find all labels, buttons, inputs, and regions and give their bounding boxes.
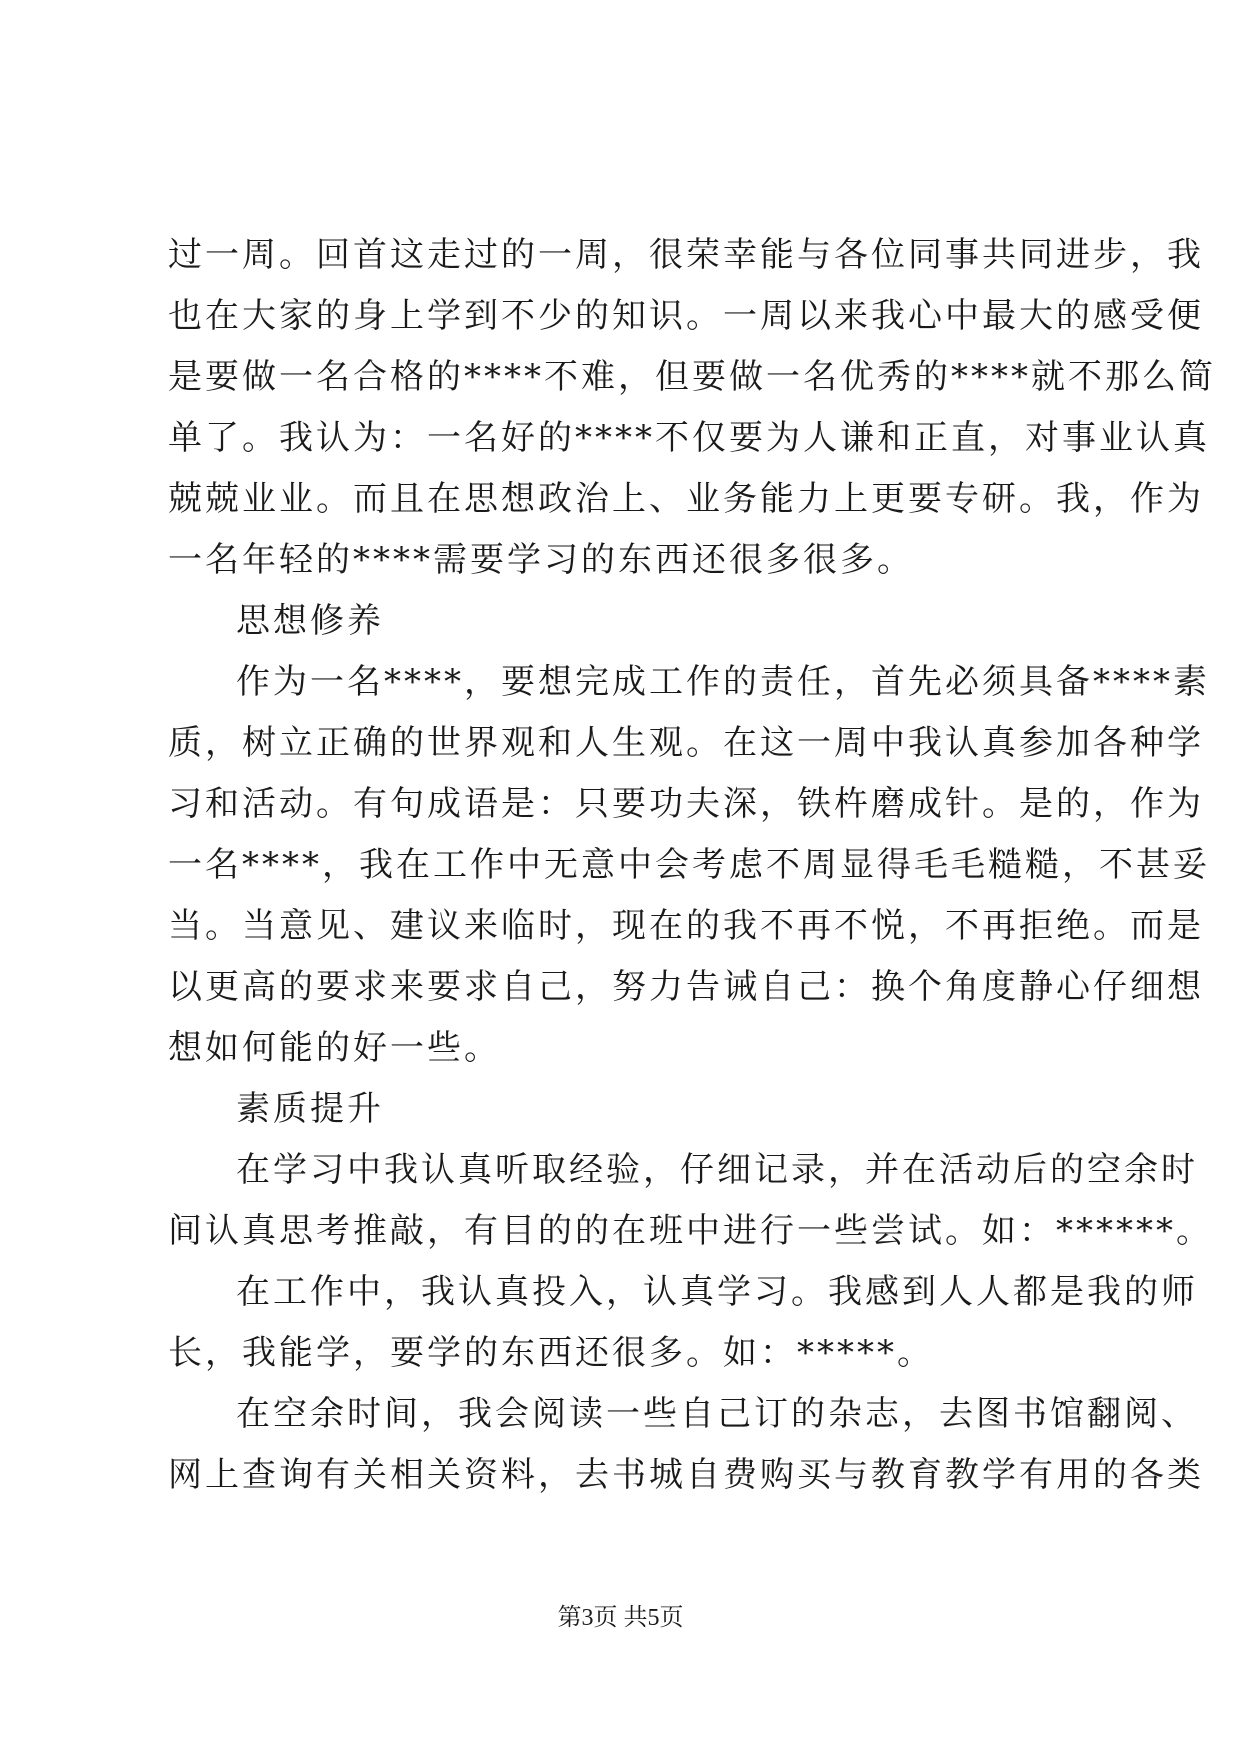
text-line: 以更高的要求来要求自己，努力告诫自己：换个角度静心仔细想 [168, 967, 1204, 1007]
text-line: 间认真思考推敲，有目的的在班中进行一些尝试。如：******。 [168, 1211, 1213, 1251]
text-line: 质，树立正确的世界观和人生观。在这一周中我认真参加各种学 [168, 723, 1204, 763]
text-line: 习和活动。有句成语是：只要功夫深，铁杵磨成针。是的，作为 [168, 784, 1204, 824]
section-heading: 素质提升 [236, 1089, 384, 1129]
text-line: 一名****，我在工作中无意中会考虑不周显得毛毛糙糙，不甚妥 [168, 845, 1210, 885]
text-line: 长，我能学，要学的东西还很多。如：*****。 [168, 1333, 934, 1373]
text-line: 想如何能的好一些。 [168, 1028, 501, 1068]
text-line: 单了。我认为：一名好的****不仅要为人谦和正直，对事业认真 [168, 418, 1210, 458]
document-body [168, 225, 1216, 1506]
text-line: 网上查询有关相关资料，去书城自费购买与教育教学有用的各类 [168, 1455, 1204, 1495]
text-line: 在工作中，我认真投入，认真学习。我感到人人都是我的师 [236, 1272, 1198, 1312]
text-line: 过一周。回首这走过的一周，很荣幸能与各位同事共同进步，我 [168, 235, 1204, 275]
text-line: 在学习中我认真听取经验，仔细记录，并在活动后的空余时 [236, 1150, 1198, 1190]
text-line: 在空余时间，我会阅读一些自己订的杂志，去图书馆翻阅、 [236, 1394, 1198, 1434]
section-heading: 思想修养 [236, 601, 384, 641]
text-line: 一名年轻的****需要学习的东西还很多很多。 [168, 540, 914, 580]
text-line: 兢兢业业。而且在思想政治上、业务能力上更要专研。我，作为 [168, 479, 1204, 519]
page-number-footer: 第3页 共5页 [557, 1605, 684, 1631]
text-line: 也在大家的身上学到不少的知识。一周以来我心中最大的感受便 [168, 296, 1204, 336]
text-line: 作为一名****，要想完成工作的责任，首先必须具备****素 [236, 662, 1210, 702]
text-line: 是要做一名合格的****不难，但要做一名优秀的****就不那么简 [168, 357, 1216, 397]
text-line: 当。当意见、建议来临时，现在的我不再不悦，不再拒绝。而是 [168, 906, 1204, 946]
